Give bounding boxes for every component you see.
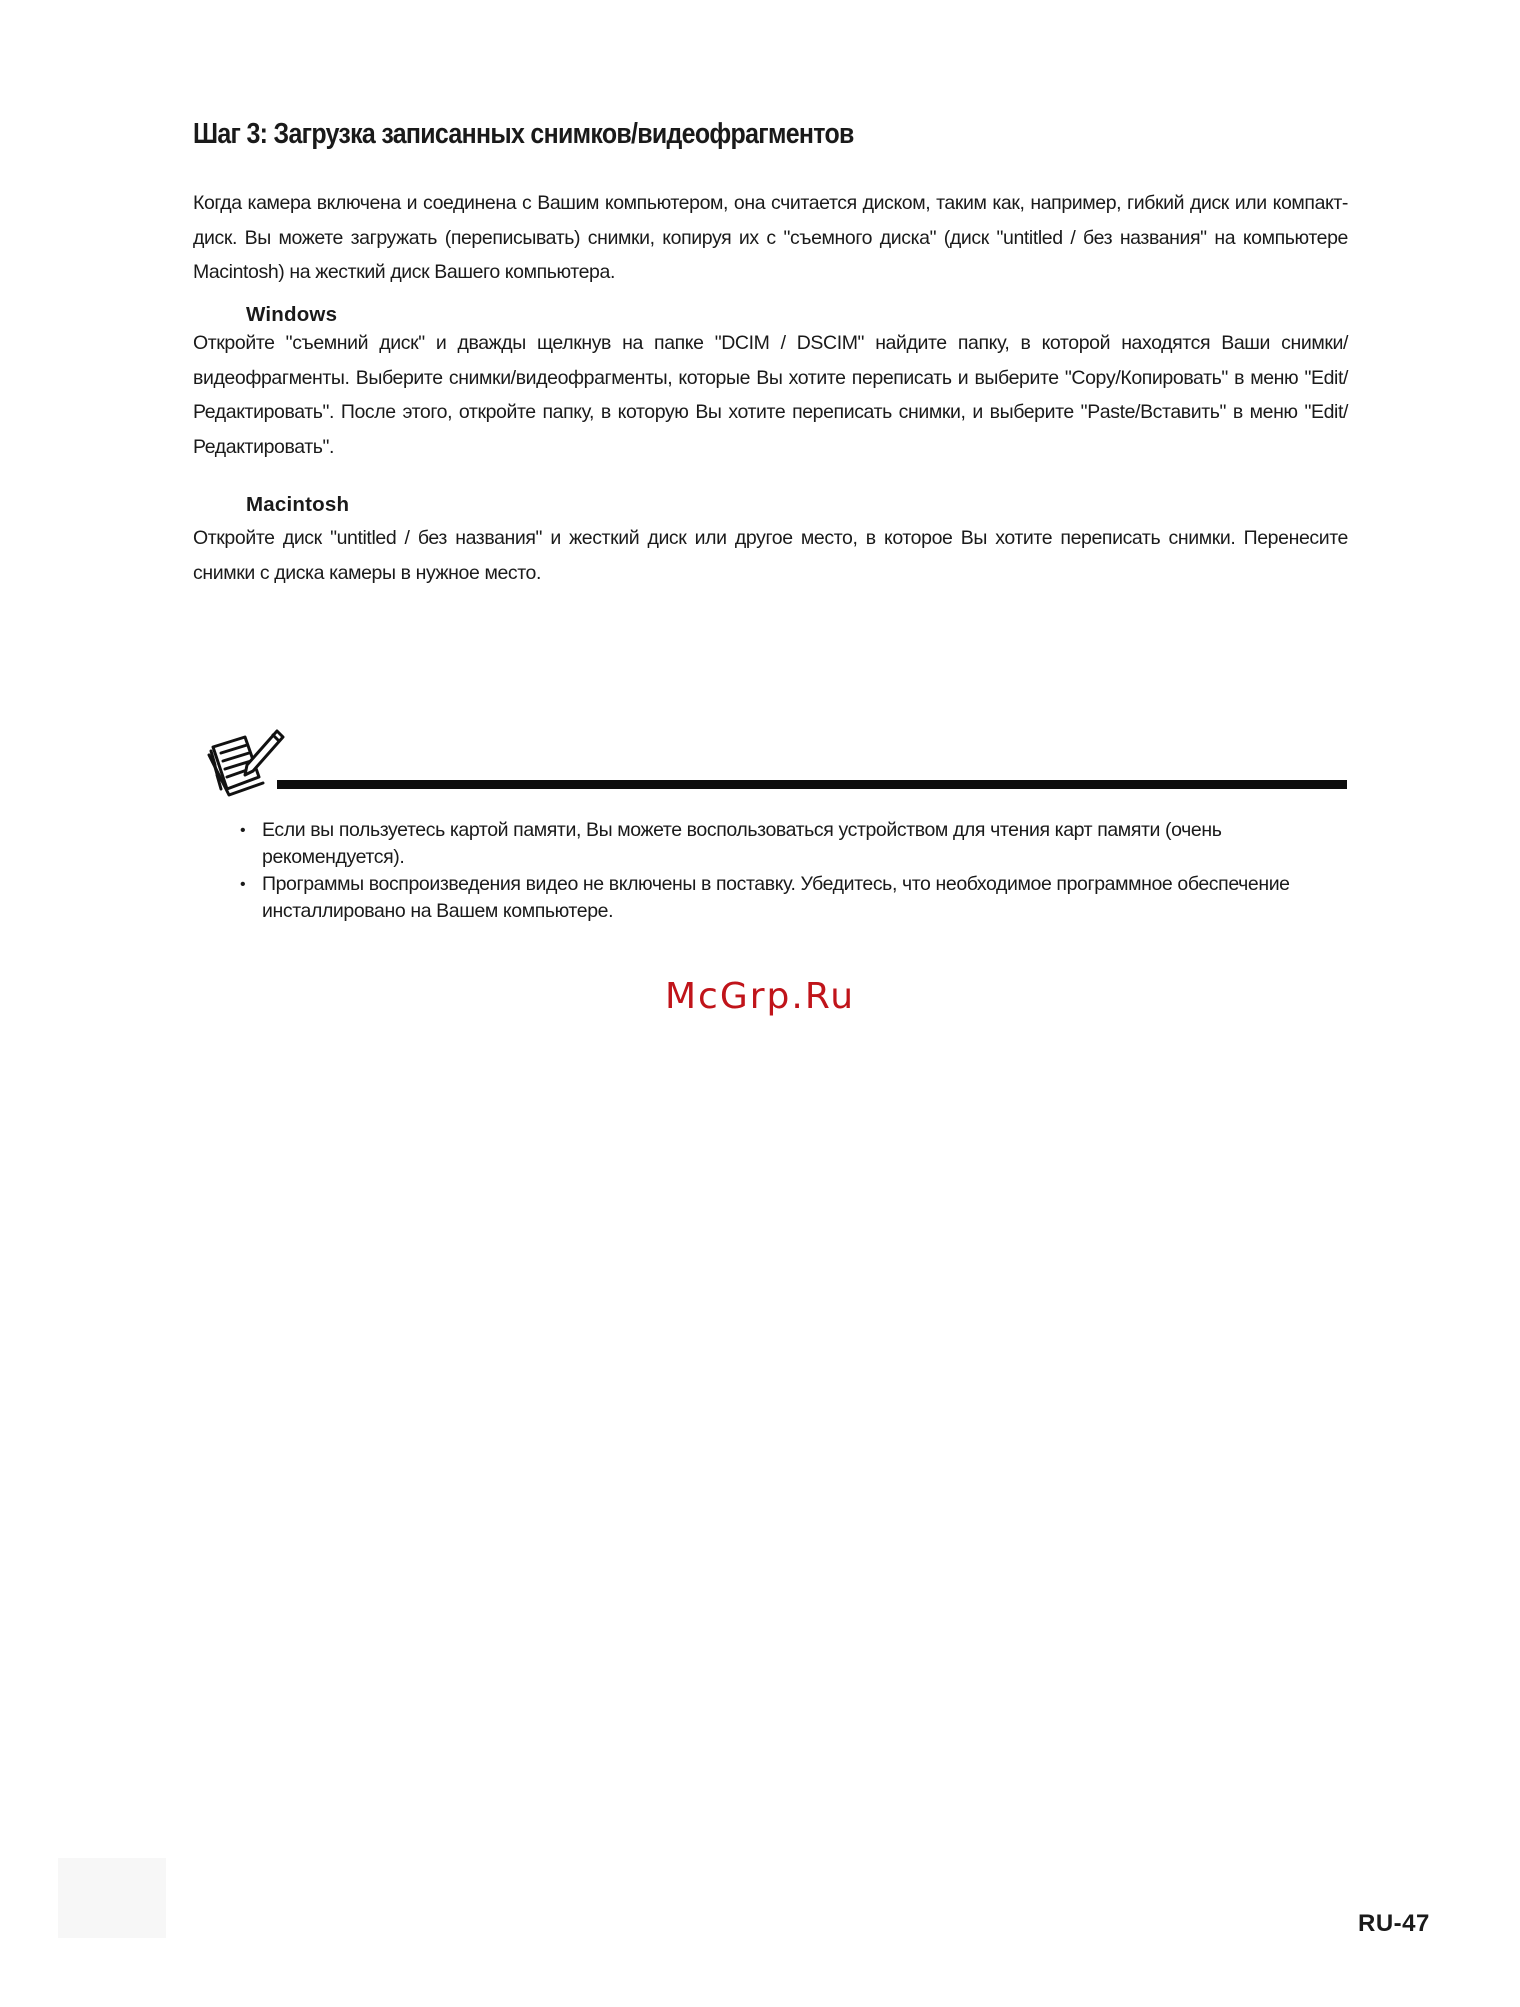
page-title: Шаг 3: Загрузка записанных снимков/видеофрагментов <box>193 118 854 150</box>
page-number: RU-47 <box>1358 1910 1430 1937</box>
bullet-icon: • <box>240 876 246 893</box>
note-divider <box>277 780 1347 789</box>
macintosh-heading: Macintosh <box>246 493 350 516</box>
windows-heading: Windows <box>246 303 338 326</box>
note-item-text: Если вы пользуетесь картой памяти, Вы можете воспользоваться устройством для чтения карт памяти (очень рекомендуется). <box>262 819 1222 868</box>
macintosh-paragraph: Откройте диск "untitled / без названия" и жесткий диск или другое место, в которое Вы хотите переписать снимки. Перенесите снимки с диска камеры в нужное место. <box>193 527 1348 584</box>
note-list <box>240 817 1340 925</box>
note-item-text: Программы воспроизведения видео не включены в поставку. Убедитесь, что необходимое программное обеспечение инсталлировано на Вашем компьютере. <box>262 873 1290 922</box>
watermark-link[interactable]: McGrp.Ru <box>664 976 856 1017</box>
windows-paragraph: Откройте "съемний диск" и дважды щелкнув на папке "DCIM / DSCIM" найдите папку, в которой находятся Ваши снимки/видеофрагменты. Выберите снимки/видеофрагменты, которые Вы хотите переписать и выберите "Copy/Копировать" в меню "Edit/Редактировать". После этого, откройте папку, в которую Вы хотите переписать снимки, и выберите "Paste/Вставить" в меню "Edit/Редактировать". <box>193 332 1348 458</box>
intro-paragraph: Когда камера включена и соединена с Вашим компьютером, она считается диском, таким как, например, гибкий диск или компакт-диск. Вы можете загружать (переписывать) снимки, копируя их с "съемного диска" (диск "untitled / без названия" на компьютере Macintosh) на жесткий диск Вашего компьютера. <box>193 192 1348 283</box>
bullet-icon: • <box>240 822 246 839</box>
note-item <box>240 817 1340 871</box>
note-item <box>240 871 1340 925</box>
notepad-pencil-icon <box>207 725 287 800</box>
scan-artifact <box>58 1858 166 1938</box>
